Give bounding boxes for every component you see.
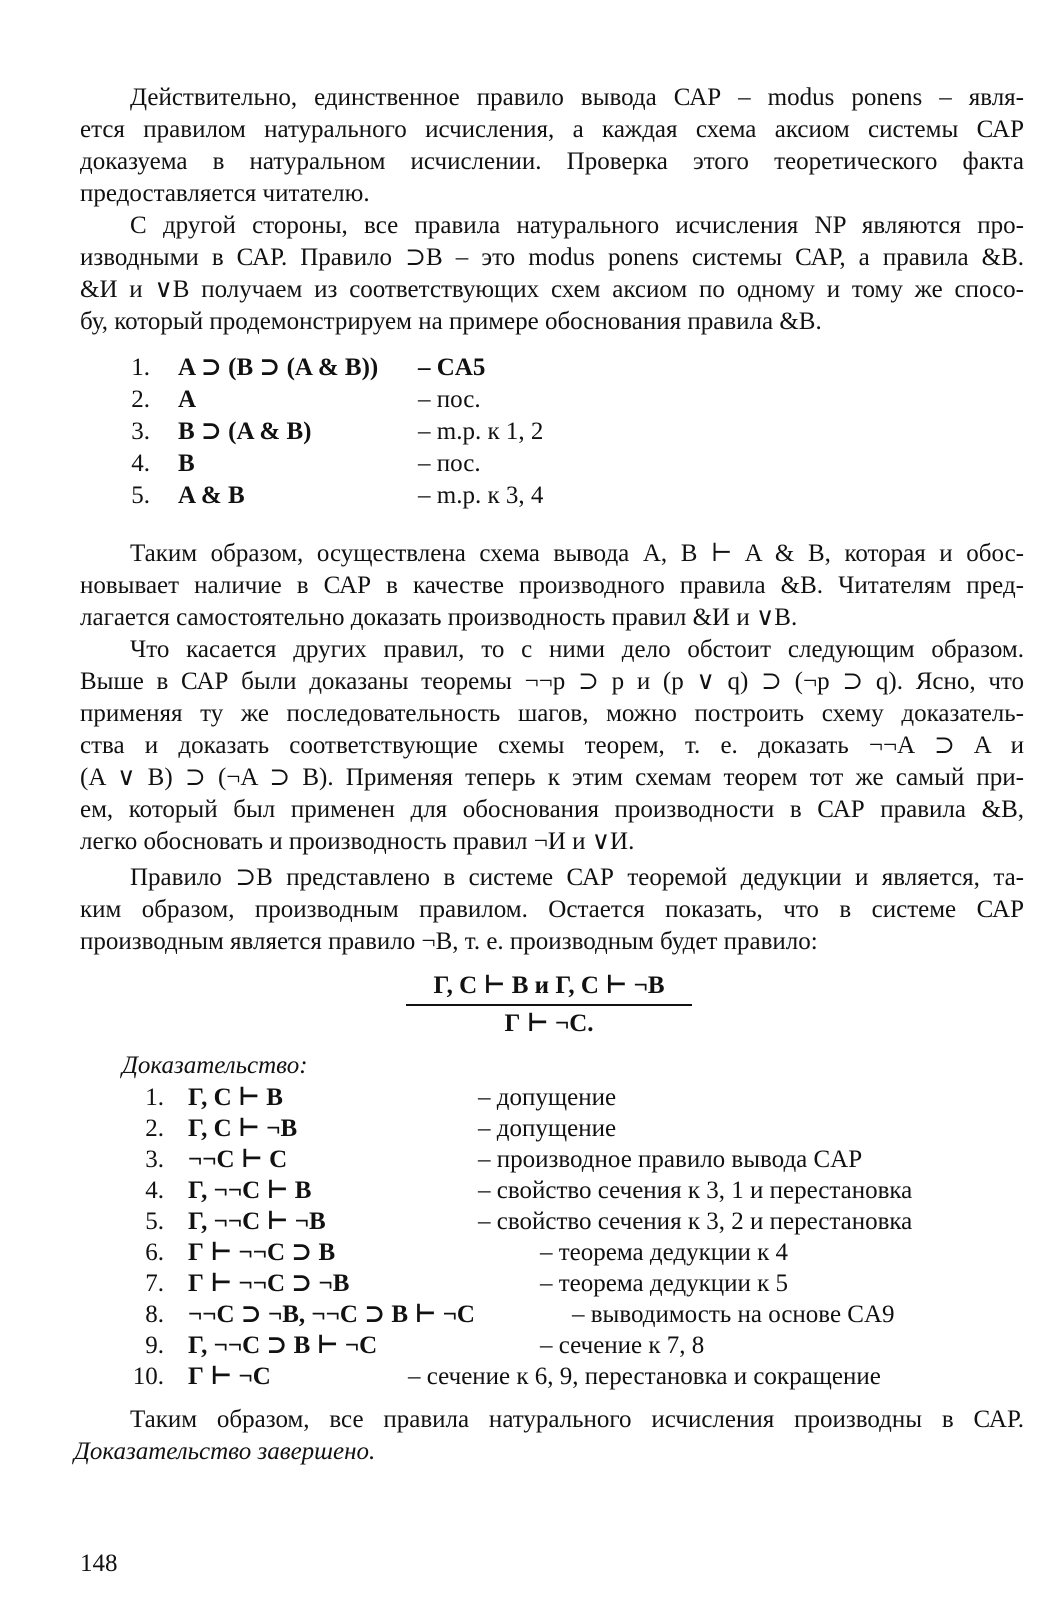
step-number: 2.	[131, 386, 150, 413]
paragraph-line: лагается самостоятельно доказать производность правил &И и ∨В.	[80, 604, 798, 631]
step-comment: – пос.	[418, 386, 481, 413]
step-comment: – m.p. к 3, 4	[418, 482, 544, 509]
step-formula: Г ⊢ ¬¬C ⊃ B	[188, 1239, 336, 1266]
paragraph-line: ким образом, производным правилом. Остается показать, что в системе САР	[80, 896, 1024, 923]
paragraph-line: доказуема в натуральном исчислении. Проверка этого теоретического факта	[80, 148, 1024, 175]
step-formula: Г, ¬¬C ⊃ B ⊢ ¬C	[188, 1332, 378, 1359]
step-formula: B	[178, 450, 195, 477]
step-comment: – выводимость на основе CA9	[572, 1301, 895, 1328]
paragraph-line: (A ∨ B) ⊃ (¬A ⊃ B). Применяя теперь к этим схемам теорем тот же самый при-	[80, 764, 1024, 791]
paragraph-line: Таким образом, осуществлена схема вывода A, B ⊢ A & B, которая и обос-	[130, 540, 1024, 567]
paragraph-line: Что касается других правил, то с ними дело обстоит следующим образом.	[130, 636, 1024, 663]
step-comment: – сечение к 6, 9, перестановка и сокращение	[408, 1363, 881, 1390]
step-number: 2.	[145, 1115, 164, 1142]
step-comment: – пос.	[418, 450, 481, 477]
step-formula: ¬¬C ⊢ C	[188, 1146, 288, 1173]
step-formula: ¬¬C ⊃ ¬B, ¬¬C ⊃ B ⊢ ¬C	[188, 1301, 475, 1328]
step-number: 3.	[131, 418, 150, 445]
step-comment: – m.p. к 1, 2	[418, 418, 544, 445]
paragraph-line: ем, который был применен для обоснования производности в САР правила &В,	[80, 796, 1024, 823]
step-number: 1.	[131, 354, 150, 381]
step-comment: – свойство сечения к 3, 2 и перестановка	[478, 1208, 913, 1235]
paragraph-line: новывает наличие в САР в качестве производного правила &В. Читателям пред-	[80, 572, 1024, 599]
step-comment: – допущение	[478, 1115, 617, 1142]
paragraph-line: применяя ту же последовательность шагов, можно построить схему доказатель-	[80, 700, 1024, 727]
step-formula: Г, C ⊢ B	[188, 1084, 283, 1111]
step-formula: A & B	[178, 482, 245, 509]
step-number: 9.	[145, 1332, 164, 1359]
step-formula: Г ⊢ ¬¬C ⊃ ¬B	[188, 1270, 350, 1297]
paragraph-line: Таким образом, все правила натурального исчисления производны в САР.	[130, 1406, 1024, 1433]
paragraph-line: Выше в САР были доказаны теоремы ¬¬p ⊃ p и (p ∨ q) ⊃ (¬p ⊃ q). Ясно, что	[80, 668, 1024, 695]
paragraph-line: ства и доказать соответствующие схемы теорем, т. е. доказать ¬¬A ⊃ A и	[80, 732, 1024, 759]
paragraph-line: легко обосновать и производность правил ¬И и ∨И.	[80, 828, 635, 855]
paragraph-line: Правило ⊃В представлено в системе САР теоремой дедукции и является, та-	[130, 864, 1024, 891]
paragraph-line: С другой стороны, все правила натурального исчисления NP являются про-	[130, 212, 1024, 239]
step-number: 6.	[145, 1239, 164, 1266]
step-formula: B ⊃ (A & B)	[178, 418, 312, 445]
step-comment: – свойство сечения к 3, 1 и перестановка	[478, 1177, 913, 1204]
step-formula: Г, C ⊢ ¬B	[188, 1115, 298, 1142]
step-formula: Г, ¬¬C ⊢ ¬B	[188, 1208, 326, 1235]
step-number: 4.	[131, 450, 150, 477]
paragraph-line: изводными в САР. Правило ⊃В – это modus ponens системы САР, а правила &В.	[80, 244, 1024, 271]
step-number: 10.	[132, 1363, 164, 1390]
step-number: 7.	[145, 1270, 164, 1297]
proof-title: Доказательство:	[122, 1052, 308, 1079]
step-number: 1.	[145, 1084, 164, 1111]
paragraph-6	[74, 1404, 1024, 1468]
step-number: 8.	[145, 1301, 164, 1328]
paragraph-line: Доказательство завершено.	[74, 1438, 376, 1465]
step-number: 3.	[145, 1146, 164, 1173]
paragraph-line: предоставляется читателю.	[80, 180, 370, 207]
step-formula: Г ⊢ ¬C	[188, 1363, 271, 1390]
paragraph-line: &И и ∨В получаем из соответствующих схем аксиом по одному и тому же спосо-	[80, 276, 1024, 303]
step-comment: – сечение к 7, 8	[540, 1332, 705, 1359]
step-formula: Г, ¬¬C ⊢ B	[188, 1177, 312, 1204]
step-comment: – теорема дедукции к 4	[540, 1239, 788, 1266]
step-number: 4.	[145, 1177, 164, 1204]
paragraph-line: бу, который продемонстрируем на примере обоснования правила &В.	[80, 308, 822, 335]
step-formula: A	[178, 386, 197, 413]
paragraph-line: производным является правило ¬В, т. е. производным будет правило:	[80, 928, 818, 955]
rule-conclusion: Г ⊢ ¬C.	[504, 1009, 594, 1037]
step-number: 5.	[145, 1208, 164, 1235]
paragraph-line: Действительно, единственное правило вывода САР – modus ponens – явля-	[130, 84, 1024, 111]
step-number: 5.	[131, 482, 150, 509]
step-comment: – производное правило вывода CAP	[478, 1146, 863, 1173]
step-comment: – CA5	[418, 354, 486, 381]
step-comment: – теорема дедукции к 5	[540, 1270, 788, 1297]
rule-premises: Г, C ⊢ B и Г, C ⊢ ¬B	[433, 972, 665, 999]
step-formula: A ⊃ (B ⊃ (A & B))	[178, 354, 379, 381]
step-comment: – допущение	[478, 1084, 617, 1111]
paragraph-line: ется правилом натурального исчисления, а каждая схема аксиом системы САР	[80, 116, 1024, 143]
page-number: 148	[80, 1550, 118, 1577]
